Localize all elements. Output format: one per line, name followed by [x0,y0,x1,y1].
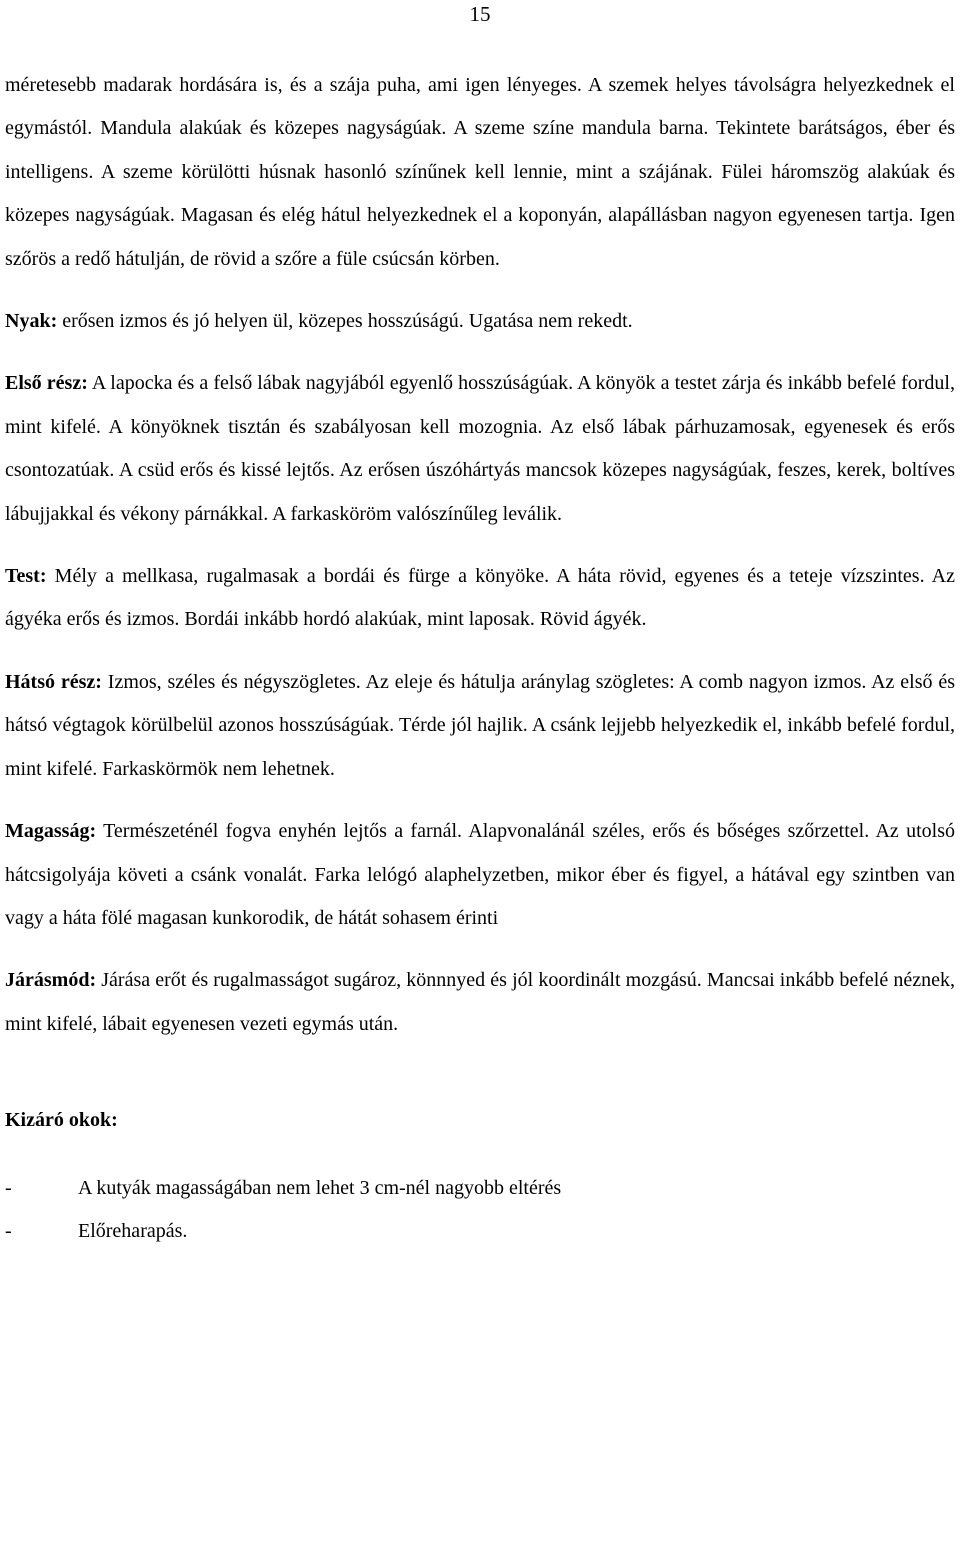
paragraph-body [5,555,955,642]
bullet-dash: - [5,1176,12,1199]
document-body [5,64,955,1254]
section-label-height: Magasság: [5,820,97,843]
page-number: 15 [469,2,491,26]
list-item-text: A kutyák magasságában nem lehet 3 cm-nél nagyobb eltérés [78,1176,562,1199]
section-label-neck: Nyak: [5,310,58,333]
paragraph-gait [5,959,955,1046]
paragraph-text: Mély a mellkasa, rugalmasak a bordái és fürge a könyöke. A háta rövid, egyenes és a teteje vízszintes. Az ágyéka erős és izmos. Bordái inkább hordó alakúak, mint laposak. Rövid ágyék. [5,565,955,631]
section-label-body: Test: [5,565,47,588]
section-label-forequarters: Első rész: [5,372,88,395]
list-item [5,1167,955,1211]
paragraph-neck [5,300,955,343]
paragraph-head-description [5,64,955,281]
disqualification-list [5,1167,955,1254]
paragraph-text: méretesebb madarak hordására is, és a szája puha, ami igen lényeges. A szemek helyes távolságra helyezkednek el egymástól. Mandula alakúak és közepes nagyságúak. A szeme színe mandula barna. Tekintete barátságos, éber és intelligens. A szeme körülötti húsnak hasonló színűnek kell lennie, mint a szájának. Fülei háromszög alakúak és közepes nagyságúak. Magasan és elég hátul helyezkednek el a koponyán, alapállásban nagyon egyenesen tartja. Igen szőrös a redő hátulján, de rövid a szőre a füle csúcsán körben. [5,74,955,270]
section-label-gait: Járásmód: [5,969,97,992]
paragraph-forequarters [5,362,955,536]
list-item [5,1210,955,1254]
paragraph-text: Természeténél fogva enyhén lejtős a farnál. Alapvonalánál széles, erős és bőséges szőrzettel. Az utolsó hátcsigolyája követi a csánk vonalát. Farka lelógó alaphelyzetben, mikor éber és figyel, a hátával egy szintben van vagy a háta fölé magasan kunkorodik, de hátát sohasem érinti [5,820,955,929]
bullet-dash: - [5,1220,12,1243]
paragraph-height [5,810,955,940]
paragraph-text: Izmos, széles és négyszögletes. Az eleje és hátulja aránylag szögletes: A comb nagyon izmos. Az első és hátsó végtagok körülbelül azonos hosszúságúak. Térde jól hajlik. A csánk lejjebb helyezkedik el, inkább befelé fordul, mint kifelé. Farkaskörmök nem lehetnek. [5,670,956,780]
section-label-hindquarters: Hátsó rész: [5,670,102,693]
disqualification-heading: Kizáró okok: [5,1109,118,1132]
paragraph-hindquarters [5,661,955,791]
list-item-text: Előreharapás. [78,1220,188,1243]
paragraph-text: Járása erőt és rugalmasságot sugároz, könnnyed és jól koordinált mozgású. Mancsai inkább befelé néznek, mint kifelé, lábait egyenesen vezeti egymás után. [5,969,955,1035]
paragraph-text: erősen izmos és jó helyen ül, közepes hosszúságú. Ugatása nem rekedt. [57,310,633,333]
paragraph-text: A lapocka és a felső lábak nagyjából egyenlő hosszúságúak. A könyök a testet zárja és inkább befelé fordul, mint kifelé. A könyöknek tisztán és szabályosan kell mozognia. Az első lábak párhuzamosak, egyenesek és erős csontozatúak. A csüd erős és kissé lejtős. Az erősen úszóhártyás mancsok közepes nagyságúak, feszes, kerek, boltíves lábujjakkal és vékony párnákkal. A farkasköröm valószínűleg leválik. [5,372,955,525]
